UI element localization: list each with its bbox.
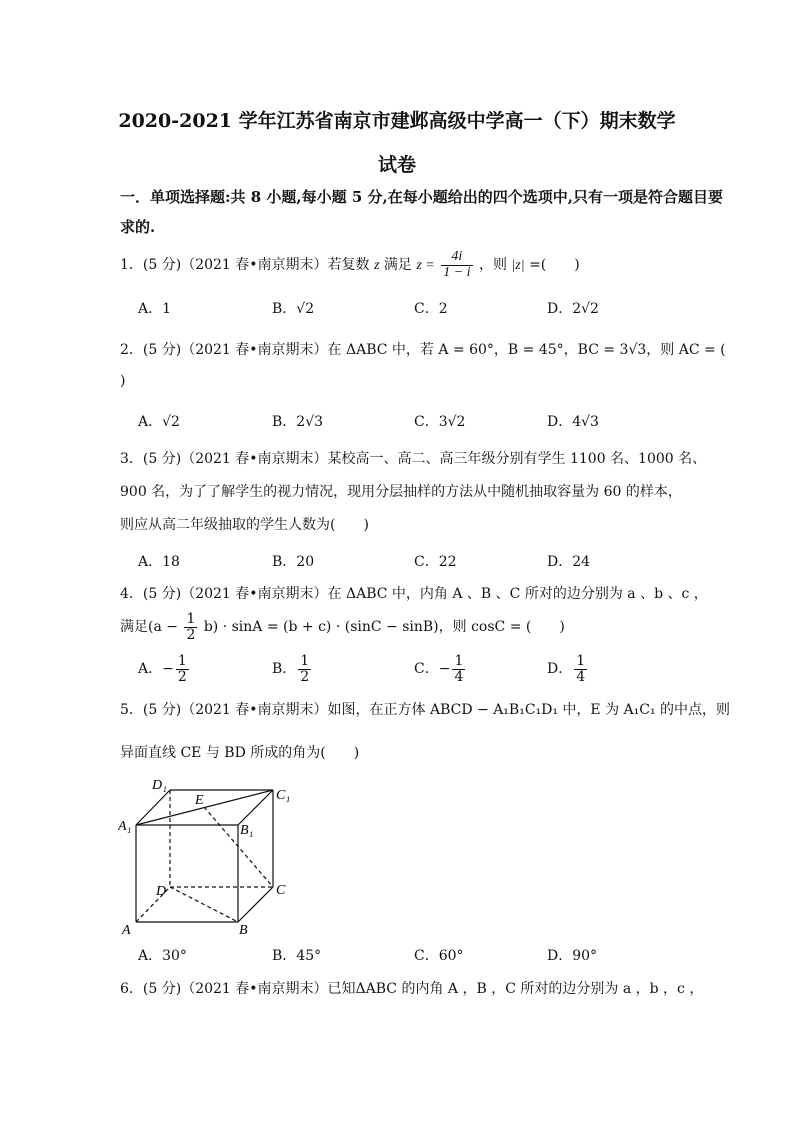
q1-tail: =( ) [529,257,580,274]
q4-option-b [272,654,313,684]
question-2-line2: ) [120,373,126,389]
q2-option-c: C．3√2 [414,414,466,430]
edge-a1d1 [136,790,170,825]
q5-option-b: B．45° [272,948,322,964]
q3-option-d: D．24 [547,554,591,570]
q1-frac-den: 1 − i [443,264,471,280]
q1-after: ，则 [479,257,507,274]
q4-option-a-num: 1 [177,653,187,669]
label-b1: B₁ [240,823,254,838]
q4-line2-a: 满足(a − [120,619,178,636]
q1-frac-num: 4i [441,250,472,266]
label-b: B [239,923,248,938]
q4-option-c-num: 1 [454,653,464,669]
label-d: D [156,884,167,899]
q4-option-c-frac [452,654,465,684]
q1-option-b: B．√2 [272,301,315,317]
q5-option-c: C．60° [414,948,464,964]
q1-option-c: C．2 [414,301,448,317]
cube-figure [118,772,298,938]
label-a: A [122,923,131,938]
edge-bc [238,887,273,922]
q1-abs: |z| [511,258,525,274]
q3-option-b: B．20 [272,554,315,570]
q3-option-a: A．18 [138,554,180,570]
question-5-line1: 5．(5 分)（2021 春•南京期末）如图，在正方体 ABCD − A₁B₁C₁D₁ 中，E 为 A₁C₁ 的中点，则 [120,702,731,718]
q4-option-a-sign: − [162,661,174,678]
q4-fraction [184,612,197,642]
document-title-line2: 试卷 [377,154,416,176]
q4-option-c-sign: − [438,661,451,678]
q2-option-b: B．2√3 [272,414,324,430]
q4-option-a-label: A． [138,661,163,678]
q4-option-c [414,654,467,684]
label-d1: D₁ [152,778,167,793]
q4-option-c-den: 4 [454,668,464,685]
label-a1: A₁ [118,819,132,834]
q4-option-d-frac [574,654,587,684]
q4-option-c-label: C． [414,661,439,678]
section-heading-line1: 一．单项选择题:共 8 小题,每小题 5 分,在每小题给出的四个选项中,只有一项是符合题目要 [120,188,723,206]
q4-option-b-frac [298,654,311,684]
q2-option-d: D．4√3 [547,414,599,430]
q4-option-d-num: 1 [576,653,586,669]
q4-option-b-label: B． [272,661,297,678]
q4-option-a-den: 2 [177,668,187,685]
q1-option-a: A．1 [138,301,172,317]
question-6-line1: 6．(5 分)（2021 春•南京期末）已知ΔABC 的内角 A ，B ，C 所对的边分别为 a ，b ，c ， [120,981,704,997]
q4-frac-num: 1 [186,611,196,627]
q4-frac-den: 2 [186,626,196,643]
q1-fraction [441,250,472,280]
question-3-line2: 900 名，为了了解学生的视力情况，现用分层抽样的方法从中随机抽取容量为 60 的样本， [120,484,682,500]
question-4-line2 [120,612,565,642]
q2-option-a: A．√2 [138,414,180,430]
q4-option-a-frac [176,654,189,684]
q4-option-d-den: 4 [576,668,586,685]
section-heading-line2: 求的. [120,218,156,236]
question-5-line2: 异面直线 CE 与 BD 所成的角为( ) [120,745,360,761]
question-3-line1: 3．(5 分)（2021 春•南京期末）某校高一、高二、高三年级分别有学生 1100 名、1000 名、 [120,451,707,467]
q4-option-a [138,654,191,684]
q4-option-b-num: 1 [300,653,310,669]
segment-db [170,887,238,922]
label-c: C [276,883,286,898]
label-c1: C₁ [276,788,291,803]
q4-option-b-den: 2 [300,668,310,685]
q1-mid: 满足 [383,257,412,274]
edge-b1c1 [238,790,273,825]
q4-option-d [547,654,589,684]
question-1 [120,250,580,280]
q1-var: z [373,258,380,274]
document-title-line1: 2020-2021 学年江苏省南京市建邺高级中学高一（下）期末数学 [118,110,676,132]
q5-option-d: D．90° [547,948,598,964]
q3-option-c: C．22 [414,554,457,570]
q5-option-a: A．30° [138,948,187,964]
q1-prefix: 1．(5 分)（2021 春•南京期末）若复数 [120,257,370,274]
q1-option-d: D．2√2 [547,301,599,317]
label-e: E [195,793,204,808]
question-2-line1: 2．(5 分)（2021 春•南京期末）在 ΔABC 中，若 A = 60°，B = 45°，BC = 3√3，则 AC = ( [120,342,726,358]
q4-line2-b: b) · sinA = (b + c) · (sinC − sinB)，则 cosC = ( ) [203,619,565,636]
q4-option-d-label: D． [547,661,573,678]
question-4-line1: 4．(5 分)（2021 春•南京期末）在 ΔABC 中，内角 A 、B 、C 所对的边分别为 a 、b 、c ， [120,586,708,602]
q1-lhs: z = [416,258,435,274]
question-3-line3: 则应从高二年级抽取的学生人数为( ) [120,517,369,533]
